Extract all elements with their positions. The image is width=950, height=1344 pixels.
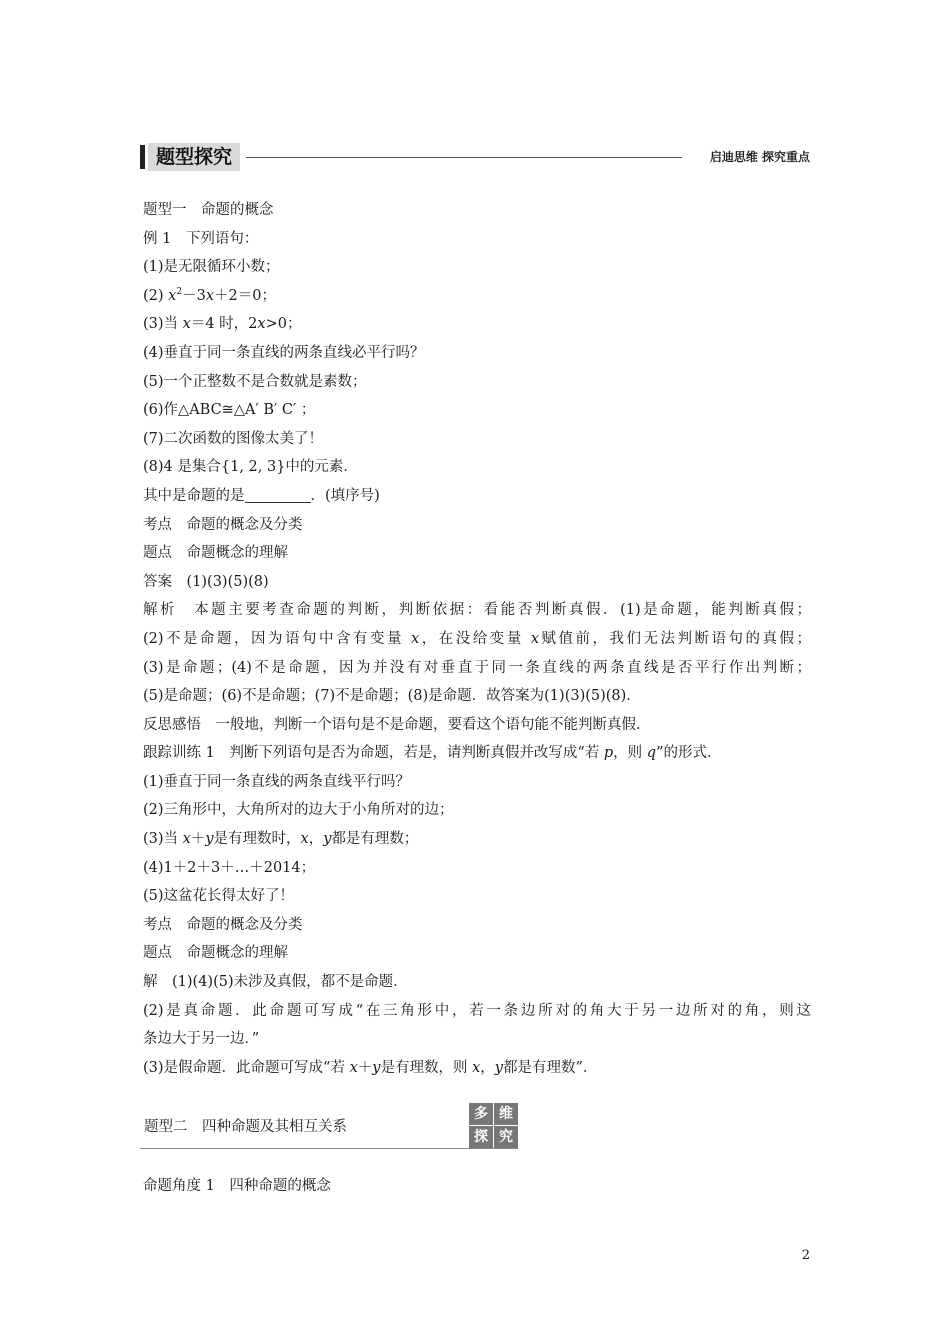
training-title: 跟踪训练 1 判断下列语句是否为命题，若是，请判断真假并改写成“若 p，则 q”的形式． [143,745,722,762]
solution-line: 条边大于另一边．” [143,1031,260,1048]
example-title: 例 1 下列语句： [143,230,259,247]
analysis-line: (3)是命题；(4)不是命题，因为并没有对垂直于同一条直线的两条直线是否平行作出判断； [143,659,811,676]
tidian: 题点 命题概念的理解 [143,945,288,962]
badge-char: 多 [469,1103,493,1125]
section2-title: 题型二 四种命题及其相互关系 [144,1119,347,1135]
example-item: (1)是无限循环小数； [143,259,280,276]
section2-badge [469,1103,518,1149]
answer: 答案 (1)(3)(5)(8) [143,573,269,590]
page-number: 2 [801,1248,810,1263]
example-item: (7)二次函数的图像太美了！ [143,430,324,447]
example-item: (3)当 x＝4 时，2x>0； [143,316,302,333]
training-item: (5)这盆花长得太好了！ [143,888,295,905]
badge-char: 维 [494,1103,518,1125]
example-item: (4)垂直于同一条直线的两条直线必平行吗？ [143,344,425,361]
reflection: 反思感悟 一般地，判断一个语句是不是命题，要看这个语句能不能判断真假． [143,716,651,733]
banner-subtitle: 启迪思维 探究重点 [709,150,810,164]
answer-blank [245,487,311,503]
training-item: (3)当 x＋y是有理数时，x，y都是有理数； [143,831,419,848]
badge-char: 究 [494,1126,518,1148]
kaodian: 考点 命题的概念及分类 [143,916,303,933]
example-item: (5)一个正整数不是合数就是素数； [143,373,367,390]
banner-rule [246,157,682,158]
analysis-line: 解析 本题主要考查命题的判断，判断依据：看能否判断真假．(1)是命题，能判断真假； [143,602,811,619]
example-item: (8)4 是集合{1, 2, 3}中的元素． [143,459,358,476]
subsection-heading: 命题角度 1 四种命题的概念 [143,1178,331,1194]
main-content [143,196,811,1082]
banner-bar [140,145,145,169]
section2-rule [140,1148,518,1149]
example-question: 其中是命题的是 ．(填序号) [143,487,380,504]
section-heading: 题型一 命题的概念 [143,202,274,218]
badge-char: 探 [469,1126,493,1148]
section-banner [140,143,810,171]
analysis-line: (2)不是命题，因为语句中含有变量 x，在没给变量 x赋值前，我们无法判断语句的真假； [143,630,812,647]
tidian: 题点 命题概念的理解 [143,545,288,562]
analysis-line: (5)是命题；(6)不是命题；(7)不是命题；(8)是命题．故答案为(1)(3)(5)(8)． [143,688,641,705]
kaodian: 考点 命题的概念及分类 [143,516,303,533]
solution-line: 解 (1)(4)(5)未涉及真假，都不是命题． [143,974,408,991]
training-item: (4)1＋2＋3＋…＋2014； [143,859,316,876]
solution-line: (3)是假命题．此命题可写成“若 x＋y是有理数，则 x，y都是有理数”． [143,1059,598,1076]
example-item: (6)作△ABC≅△A′ B′ C′ ； [143,402,316,419]
example-item: (2) $x^2-3x+2=0$； [143,286,276,304]
training-item: (1)垂直于同一条直线的两条直线平行吗？ [143,773,411,790]
banner-title: 题型探究 [148,143,240,171]
training-item: (2)三角形中，大角所对的边大于小角所对的边； [143,802,454,819]
solution-line: (2)是真命题．此命题可写成“在三角形中，若一条边所对的角大于另一边所对的角，则这 [143,1002,811,1019]
section2-header [140,1103,518,1149]
